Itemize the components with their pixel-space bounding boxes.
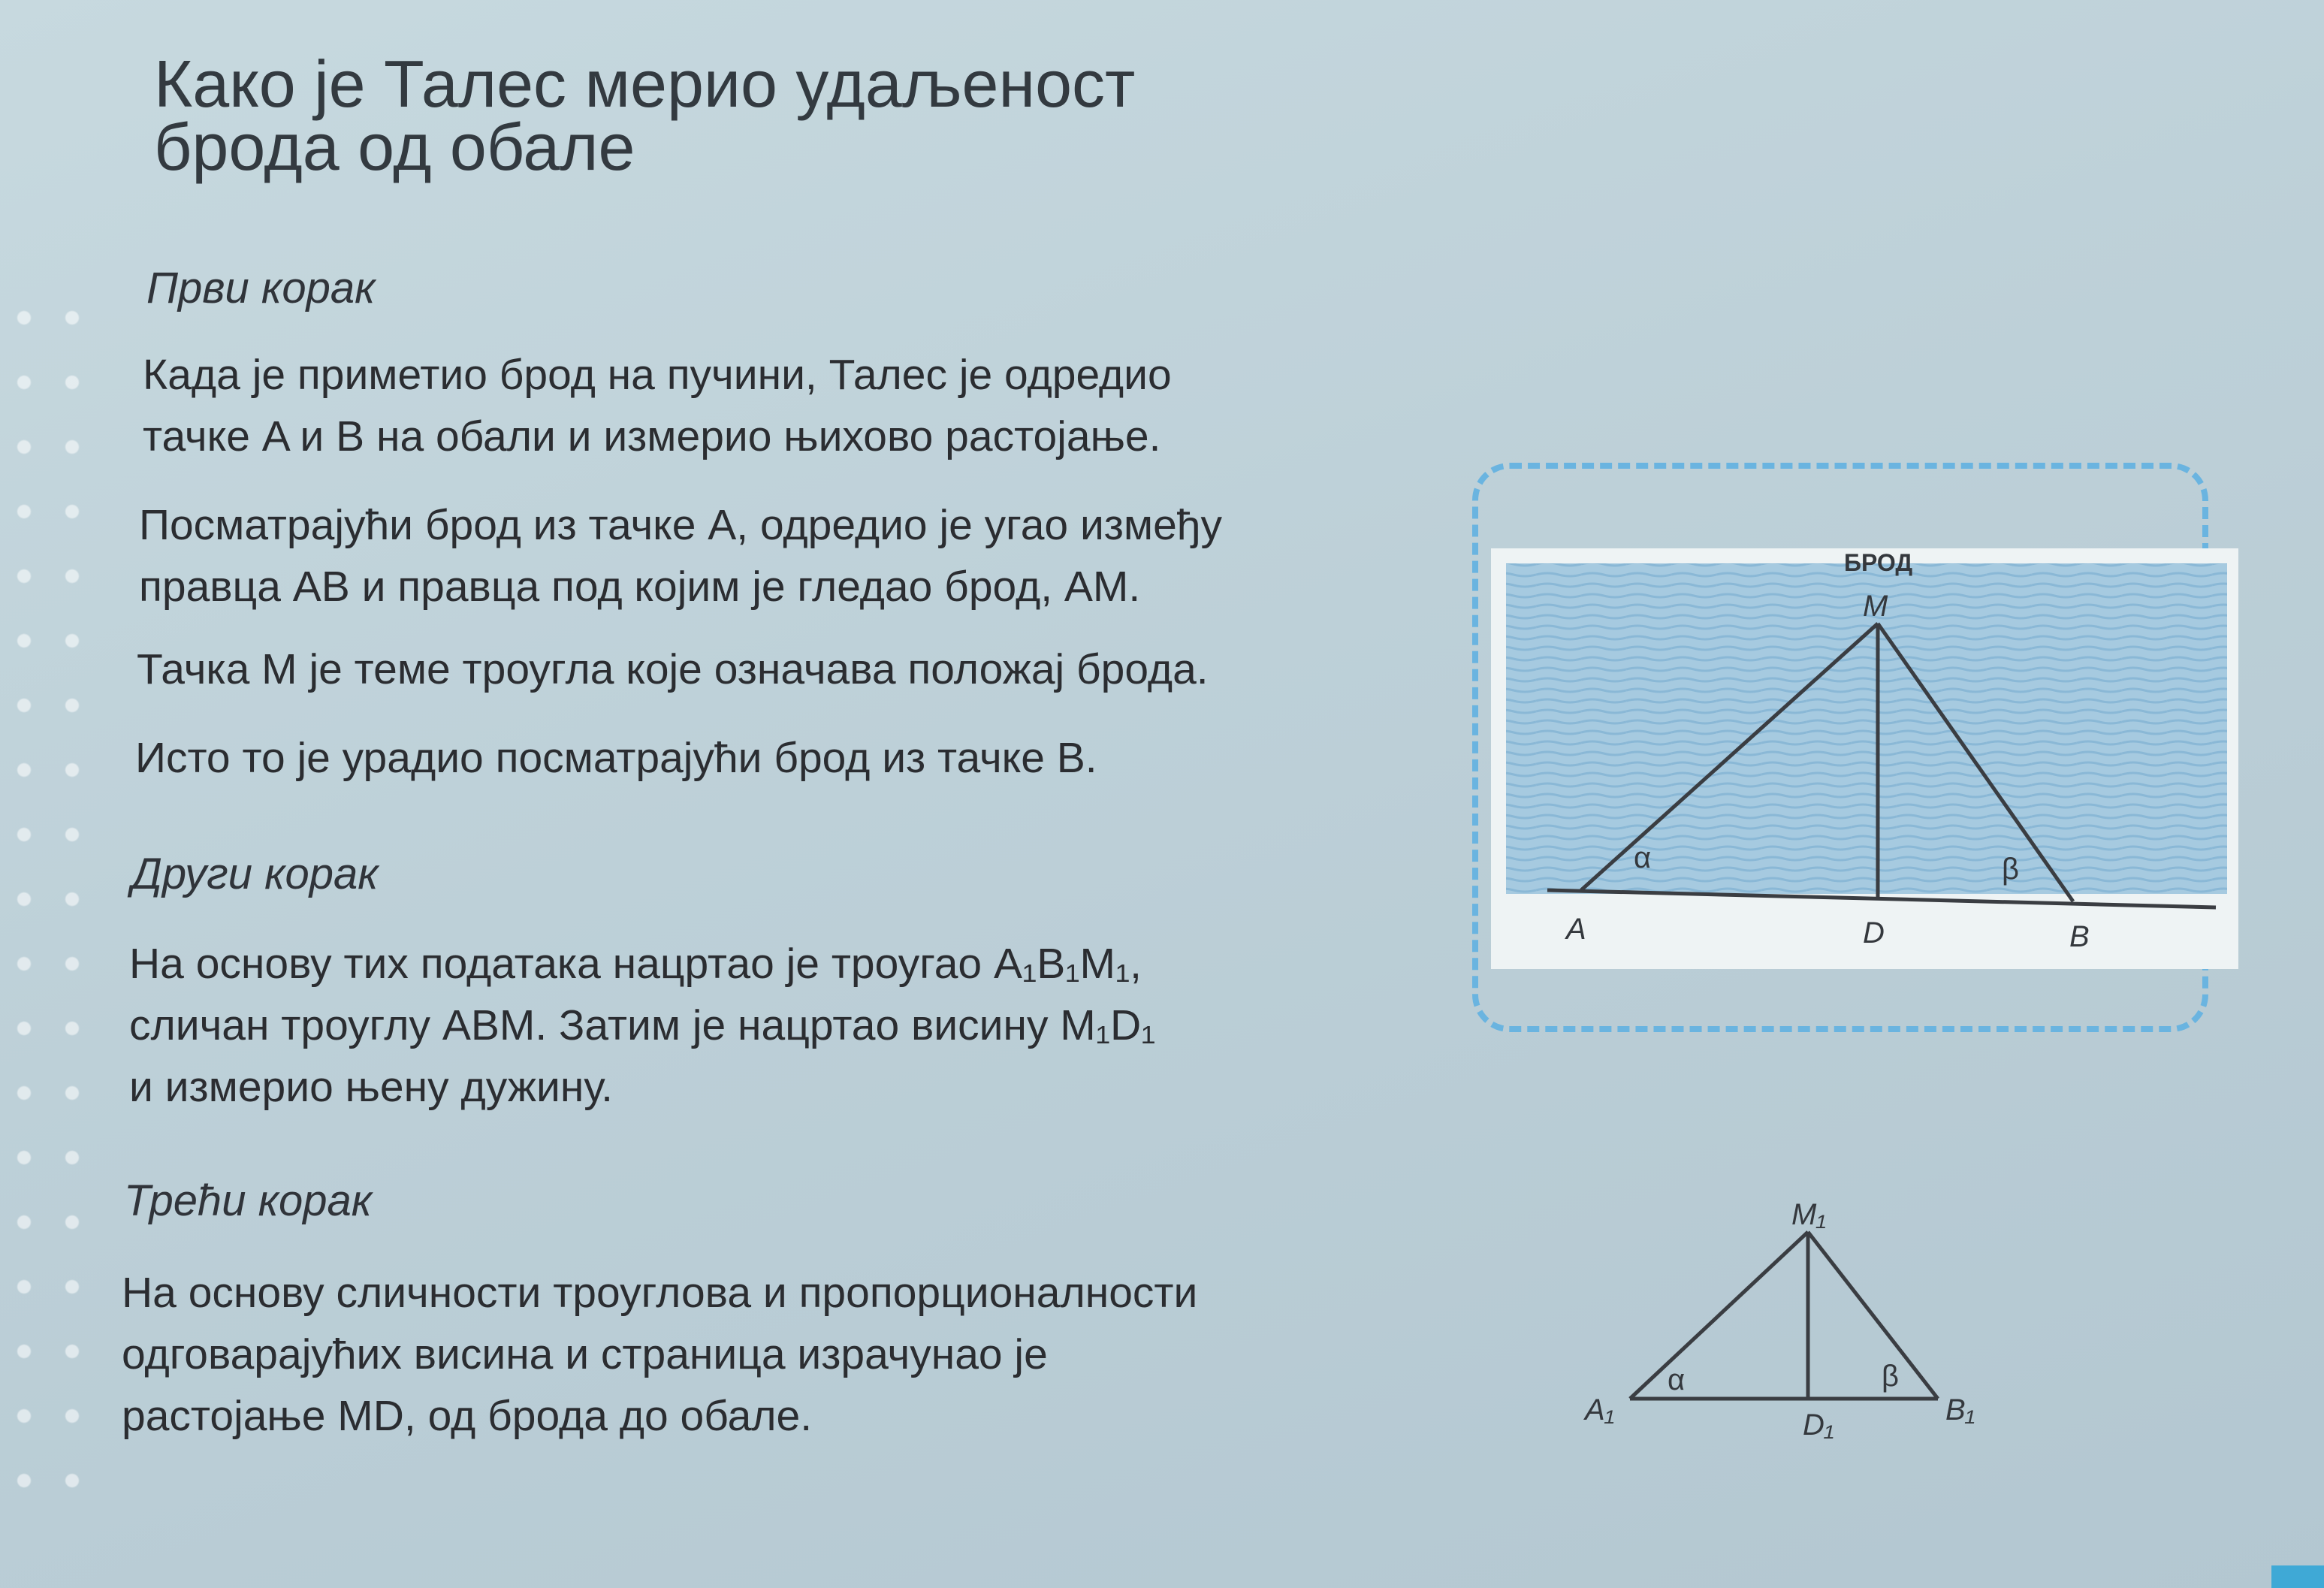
similar-triangle-diagram [1577,1187,1998,1442]
text-line: Када је приметио брод на пучини, Талес је одредио [143,351,1172,399]
page-corner-accent [2271,1565,2324,1588]
text-line: тачке A и B на обали и измерио њихово растојање. [143,412,1161,460]
text-line: Исто то је урадио посматрајући брод из тачке B. [135,734,1097,782]
text-line: и измерио њену дужину. [129,1063,613,1111]
text-line: На основу тих података нацртао је троугао A₁B₁M₁, [129,940,1142,988]
text-line: правца AB и правца под којим је гледао брод, AM. [139,563,1141,611]
angle-alpha-label: α [1668,1363,1686,1396]
page-title [154,47,1136,184]
title-line-1: Како је Талес мерио удаљеност [154,47,1136,121]
point-m1-label: M₁ [1791,1198,1826,1231]
angle-beta-label: β [1882,1360,1900,1393]
step1-heading: Први корак [146,264,376,312]
point-b-label: B [2069,920,2090,953]
text-line: Посматрајући брод из тачке А, одредио је угао између [139,501,1223,549]
point-m-label: M [1863,590,1888,623]
angle-beta-label: β [2002,853,2020,886]
step1-paragraph-4 [135,727,1457,789]
step1-paragraph-1 [143,344,1465,467]
step1-paragraph-2 [139,494,1461,617]
step3-heading: Трећи корак [124,1176,373,1225]
decorative-dots [0,285,113,1517]
text-line: растојање MD, од брода до обале. [122,1392,813,1440]
text-line: сличан троуглу ABM. Затим је нацртао висину M₁D₁ [129,1001,1156,1049]
angle-alpha-label: α [1634,841,1652,874]
point-a-label: A [1566,913,1586,946]
side-a1m1 [1630,1232,1808,1399]
ship-label: БРОД [1844,549,1913,576]
point-a1-label: A₁ [1585,1393,1615,1426]
step2-heading: Други корак [131,850,379,898]
point-d-label: D [1863,916,1885,949]
step1-paragraph-3 [137,639,1459,700]
text-line: одговарајућих висина и страница израчунао је [122,1330,1048,1378]
text-line: Тачка M је теме троугла које означава положај брода. [137,645,1209,693]
step3-paragraph [122,1262,1444,1447]
point-d1-label: D₁ [1803,1408,1834,1442]
ship-triangle-diagram [1491,548,2238,969]
point-b1-label: B₁ [1945,1393,1975,1426]
side-m1b1 [1808,1232,1938,1399]
text-line: На основу сличности троуглова и пропорционалности [122,1269,1198,1317]
step2-paragraph [129,933,1451,1118]
title-line-2: брода од обале [154,110,635,184]
